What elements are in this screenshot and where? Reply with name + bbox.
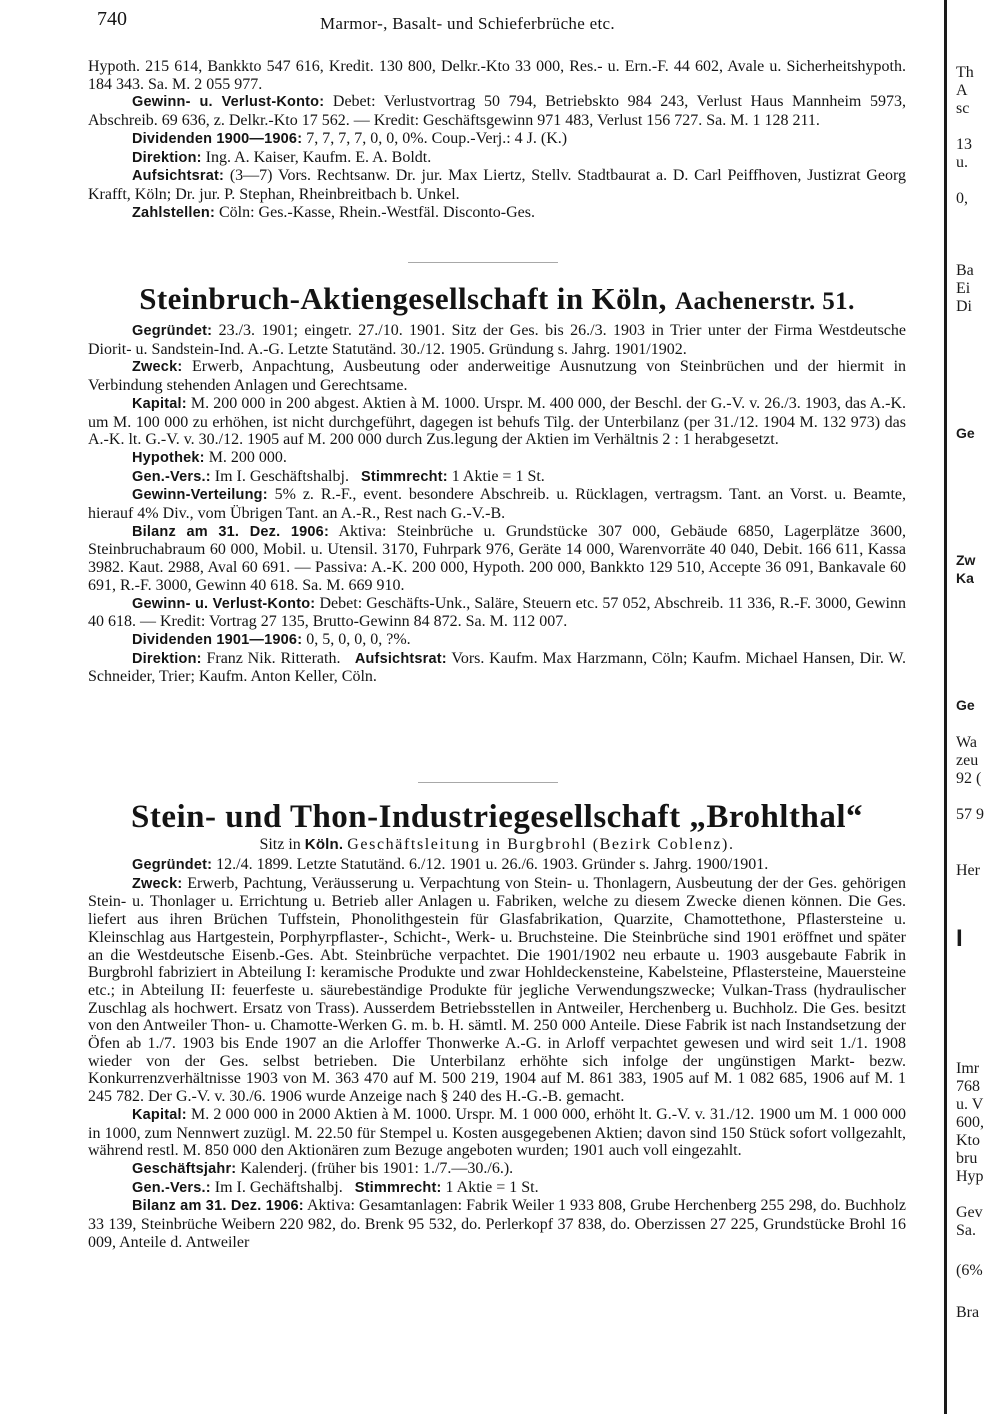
prev-entry-line: Direktion: Ing. A. Kaiser, Kaufm. E. A. Boldt. [132,148,432,166]
prev-entry-line: Zahlstellen: Cöln: Ges.-Kasse, Rhein.-Westfäl. Disconto-Ges. [132,203,535,221]
entry-paragraph: Kapital: M. 200 000 in 200 abgest. Aktien à M. 1000. Urspr. M. 400 000, der Beschl. der G.-V. v. 26./3. 1903, das A.-K. um M. 100 000 zu erhöhen, ist nicht durchgeführt, dagegen ist behufs Tilg. der Unterbilanz (per 31./12. 1904 M. 132 973) das A.-K. lt. G.-V. v. 30./12. 1905 auf M. 200 000 durch Zus.legung der Aktien im Verhältnis 2 : 1 herabgesetzt. [88,394,907,449]
entry-paragraph: Gegründet: 23./3. 1901; eingetr. 27./10. 1901. Sitz der Ges. bis 26./3. 1903 in Trier unter der Firma Westdeutsche Diorit- u. Sandstein-Ind. A.-G. Letzte Statutänd. 30./12. 1905. Gründung s. Jahrg. 1901/1902. [88,322,907,358]
entry-paragraph: Gegründet: 12./4. 1899. Letzte Statutänd. 6./12. 1901 u. 26./6. 1903. Gründer s. Jahrg. 1900/1901. [132,856,769,873]
entry-paragraph: Hypothek: M. 200 000. [132,448,287,466]
company-seat-line: Sitz in Köln. Geschäftsleitung in Burgbrohl (Bezirk Coblenz). [259,836,735,853]
entry-paragraph: Gen.-Vers.: Im I. Geschäftshalbj. Stimmrecht: 1 Aktie = 1 St. [132,467,545,485]
entry-paragraph: Gen.-Vers.: Im I. Gechäftshalbj. Stimmrecht: 1 Aktie = 1 St. [132,1178,539,1196]
company-title: Stein- und Thon-Industriegesellschaft „Brohlthal“ [130,799,863,835]
entry-paragraph: Direktion: Franz Nik. Ritterath. Aufsichtsrat: Vors. Kaufm. Max Harzmann, Cöln; Kaufm. Michael Hansen, Dir. W. Schneider, Trier; Kaufm. Anton Keller, Cöln. [88,649,907,686]
section-divider [408,262,558,263]
running-title: Marmor-, Basalt- und Schieferbrüche etc. [320,14,615,33]
entry-paragraph: Zweck: Erwerb, Anpachtung, Ausbeutung oder anderweitige Ausnutzung von Steinbrüchen und der hiermit in Verbindung stehenden Anlagen und Gerechtsame. [88,358,907,395]
entry-paragraph: Bilanz am 31. Dez. 1906: Aktiva: Steinbrüche u. Grundstücke 307 000, Gebäude 6850, Lagerplätze 3600, Steinbruchabraum 60 000, Mobil. u. Utensil. 3170, Fuhrpark 976, Geräte 14 000, Warenvorräte 40 040, Debit. 166 611, Kassa 3982. Kaut. 2988, Aval 60 691. — Passiva: A.-K. 200 000, Hypoth. 200 000, Bankkto 129 510, Accepte 36 091, Bankavale 60 691, R.-F. 3000, Gewinn 40 618. Sa. M. 669 910. [88,522,906,594]
company-address: Aachenerstr. 51. [674,288,855,315]
company-entry-block [88,322,906,686]
prev-entry-line: Dividenden 1900—1906: 7, 7, 7, 7, 0, 0, 0%. Coup.-Verj.: 4 J. (K.) [132,129,568,147]
facing-page-fragment: Th A sc 13 u. 0, Ba Ei Di Ge Zw Ka Ge Wa zeu 92 ( 57 9 Her I Imr 768 u. V 600, Kto bru Hyp Gev Sa. (6% Bra [956,64,984,1321]
seat-city: Köln. [304,836,344,853]
page-number: 740 [97,8,127,30]
company-title: Steinbruch-Aktiengesellschaft in Köln, Aachenerstr. 51. [139,281,855,316]
entry-paragraph: Bilanz am 31. Dez. 1906: Aktiva: Gesamtanlagen: Fabrik Weiler 1 933 808, Grube Herchenberg 255 298, do. Buchholz 33 139, Steinbrüche Weibern 220 982, do. Brenk 95 532, do. Perlerkopf 37 838, do. Oberzissen 27 225, Grundstücke Brohl 16 009, Anteile d. Antweiler [88,1197,906,1251]
entry-paragraph: Geschäftsjahr: Kalenderj. (früher bis 1901: 1./7.—30./6.). [132,1159,514,1177]
prev-entry-line: Gewinn- u. Verlust-Konto: Debet: Verlustvortrag 50 794, Betriebskto 984 243, Verlust Haus Mannheim 5973, Abschreib. 69 636, z. Delkr.-Kto 17 562. — Kredit: Geschäftsgewinn 971 483, Verlust 156 727. Sa. M. 1 128 211. [88,93,906,130]
section-divider [418,782,558,783]
entry-paragraph: Kapital: M. 2 000 000 in 2000 Aktien à M. 1000. Urspr. M. 1 000 000, erhöht lt. G.-V. v. 31./12. 1900 um M. 1 000 000 in 1000, zum Nennwert zuzügl. M. 22.50 für Stempel u. Kosten ausgegebenen Aktien; davon sind 150 Stück sofort vollgezahlt, während restl. M. 850 000 den Aktionären zum Bezuge angeboten wurden; 1901 auch voll eingezahlt. [88,1105,907,1160]
prev-entry-line: Hypoth. 215 614, Bankkto 547 616, Kredit. 130 800, Delkr.-Kto 33 000, Res.- u. Ern.-F. 44 602, Avale u. Sicherheitshypoth. 184 343. Sa. M. 2 055 977. [88,58,906,93]
prev-entry-block [88,58,906,222]
entry-paragraph: Gewinn-Verteilung: 5% z. R.-F., event. besondere Abschreib. u. Rücklagen, vertragsm. Tant. an Vorst. u. Beamte, hierauf 4% Div., vom Übrigen Tant. an A.-R., Rest nach G.-V.-B. [88,486,907,523]
prev-entry-line: Aufsichtsrat: (3—7) Vors. Rechtsanw. Dr. jur. Max Liertz, Stellv. Stadtbaurat a. D. Carl Peiffhoven, Justizrat Georg Krafft, Köln; Dr. jur. P. Stephan, Rheinbreitbach b. Unkel. [88,167,906,203]
company-entry-block [88,856,906,1251]
entry-paragraph: Gewinn- u. Verlust-Konto: Debet: Geschäfts-Unk., Saläre, Steuern etc. 57 052, Abschreib. 11 336, R.-F. 3000, Gewinn 40 618. — Kredit: Vortrag 27 135, Brutto-Gewinn 84 872. Sa. M. 112 007. [88,594,906,631]
page-gutter-line [944,0,947,1414]
entry-paragraph: Zweck: Erwerb, Pachtung, Veräusserung u. Verpachtung von Stein- u. Thonlagern, Ausbeutung der der Ges. gehörigen Stein- u. Thonlager u. Errichtung u. Betrieb aller Anlagen u. Fabriken, welche zu diesem Zwecke dienen können. Die Ges. liefert aus ihren Brüchen Tuffstein, Phonolithgestein für Glasfabrikation, Quarzite, Chamottethone, Pflastersteine u. Kleinschlag aus Hartgestein, Porphyrpflaster-, Schicht-, Werk- u. Bruchsteine. Die Steinbrüche sind 1901 eröffnet und später an die Westdeutsche Eisenb.-Ges. Abt. Steinbrüche verpachtet. Die 1901/1902 neu erbaute u. 1903 ausgebaute Fabrik in Burgbrohl fabriziert in Abteilung I: keramische Produkte und zwar Hohldeckensteine, Kabelsteine, Pflastersteine, Mauersteine etc.; in Abteilung II: feuerfeste u. säurebeständige Produkte für jegliche Verwendungszwecke; Vulkan-Trass (hydraulischer Zuschlag als hochwert. Ersatz von Trass). Ausserdem Betriebsstellen in Antweiler, Herchenberg u. Buchholz. Die Ges. besitzt von den Antweiler Thon- u. Chamotte-Werken G. m. b. H. sämtl. M. 250 000 Anteile. Diese Fabrik ist nach Instandsetzung der Öfen ab 1./7. 1903 bis Ende 1907 an die Arloffer Thonwerke A.-G. in Arloff verpachtet gewesen und wird seit 1./1. 1908 wieder von der Ges. selbst betrieben. Die Unterbilanz erhöhte sich infolge der ungünstigen Markt- bezw. Konkurrenzverhältnisse 1903 von M. 363 470 auf M. 500 219, 1904 auf M. 861 383, 1905 auf M. 1 082 685, 1906 auf M. 1 245 782. Der G.-V. v. 30./6. 1906 wurde Anzeige nach § 240 des H.-G.-B. gemacht. [88,874,906,1106]
entry-paragraph: Dividenden 1901—1906: 0, 5, 0, 0, 0, ?%. [132,630,411,648]
